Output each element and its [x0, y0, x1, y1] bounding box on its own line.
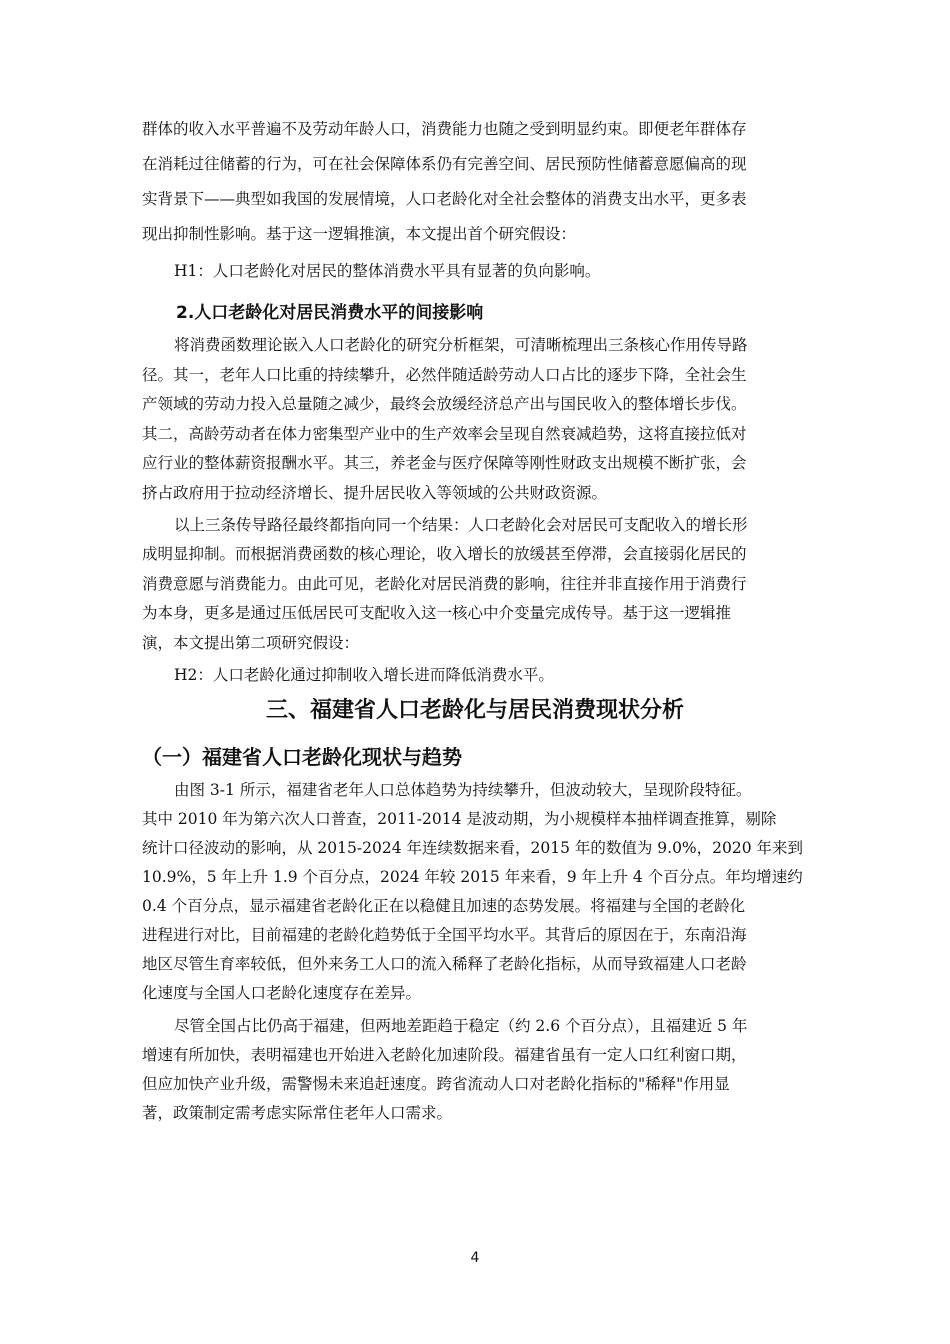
para4-line: 0.4 个百分点，显示福建省老龄化正在以稳健且加速的态势发展。将福建与全国的老龄化 [142, 897, 746, 915]
para5-line: 增速有所加快，表明福建也开始进入老龄化加速阶段。福建省虽有一定人口红利窗口期， [142, 1046, 747, 1064]
page-number: 4 [470, 1250, 480, 1266]
para5-line: 著，政策制定需考虑实际常住老年人口需求。 [142, 1104, 453, 1122]
para1-line: 在消耗过往储蓄的行为，可在社会保障体系仍有完善空间、居民预防性储蓄意愿偏高的现 [142, 155, 747, 173]
para2-line: 将消费函数理论嵌入人口老龄化的研究分析框架，可清晰梳理出三条核心作用传导路 [174, 336, 748, 354]
para4-line: 化速度与全国人口老龄化速度存在差异。 [142, 984, 422, 1002]
para2-line: 产领域的劳动力投入总量随之减少，最终会放缓经济总产出与国民收入的整体增长步伐。 [142, 395, 747, 413]
hypothesis-1: H1：人口老龄化对居民的整体消费水平具有显著的负向影响。 [174, 262, 601, 280]
para4-line: 地区尽管生育率较低，但外来务工人口的流入稀释了老龄化指标，从而导致福建人口老龄 [142, 955, 747, 973]
para4-line: 进程进行对比，目前福建的老龄化趋势低于全国平均水平。其背后的原因在于，东南沿海 [142, 926, 747, 944]
para5-line: 但应加快产业升级，需警惕未来追赶速度。跨省流动人口对老龄化指标的"稀释"作用显 [142, 1075, 730, 1093]
chapter-title: 三、福建省人口老龄化与居民消费现状分析 [265, 698, 684, 723]
para3-line: 消费意愿与消费能力。由此可见，老龄化对居民消费的影响，往往并非直接作用于消费行 [142, 575, 747, 593]
para4-line: 由图 3-1 所示，福建省老年人口总体趋势为持续攀升，但波动较大，呈现阶段特征。 [174, 781, 752, 799]
hypothesis-2: H2：人口老龄化通过抑制收入增长进而降低消费水平。 [174, 666, 554, 684]
para4-line: 统计口径波动的影响，从 2015-2024 年连续数据来看，2015 年的数值为 9.0%，2020 年来到 [142, 839, 804, 857]
para2-line: 径。其一，老年人口比重的持续攀升，必然伴随适龄劳动人口占比的逐步下降，全社会生 [142, 366, 747, 384]
para2-line: 其二，高龄劳动者在体力密集型产业中的生产效率会呈现自然衰减趋势，这将直接拉低对 [142, 425, 747, 443]
para2-line: 应行业的整体薪资报酬水平。其三，养老金与医疗保障等刚性财政支出规模不断扩张，会 [142, 454, 747, 472]
para2-line: 挤占政府用于拉动经济增长、提升居民收入等领域的公共财政资源。 [142, 484, 608, 502]
para4-line: 10.9%，5 年上升 1.9 个百分点，2024 年较 2015 年来看，9 年上升 4 个百分点。年均增速约 [142, 868, 803, 886]
para3-line: 成明显抑制。而根据消费函数的核心理论，收入增长的放缓甚至停滞，会直接弱化居民的 [142, 545, 747, 563]
para3-line: 演，本文提出第二项研究假设： [142, 634, 360, 652]
para1-line: 群体的收入水平普遍不及劳动年龄人口，消费能力也随之受到明显约束。即便老年群体存 [142, 120, 747, 138]
section-title: （一）福建省人口老龄化现状与趋势 [142, 745, 462, 769]
para4-line: 其中 2010 年为第六次人口普查，2011-2014 是波动期，为小规模样本抽样调查推算，剔除 [142, 810, 777, 828]
para3-line: 以上三条传导路径最终都指向同一个结果：人口老龄化会对居民可支配收入的增长形 [174, 516, 748, 534]
para1-line: 现出抑制性影响。基于这一逻辑推演，本文提出首个研究假设： [142, 225, 577, 243]
para1-line: 实背景下——典型如我国的发展情境，人口老龄化对全社会整体的消费支出水平，更多表 [142, 190, 747, 208]
subheading-indirect-effect: 2.人口老龄化对居民消费水平的间接影响 [176, 303, 484, 323]
para5-line: 尽管全国占比仍高于福建，但两地差距趋于稳定（约 2.6 个百分点），且福建近 5 年 [174, 1017, 748, 1035]
para3-line: 为本身，更多是通过压低居民可支配收入这一核心中介变量完成传导。基于这一逻辑推 [142, 604, 732, 622]
